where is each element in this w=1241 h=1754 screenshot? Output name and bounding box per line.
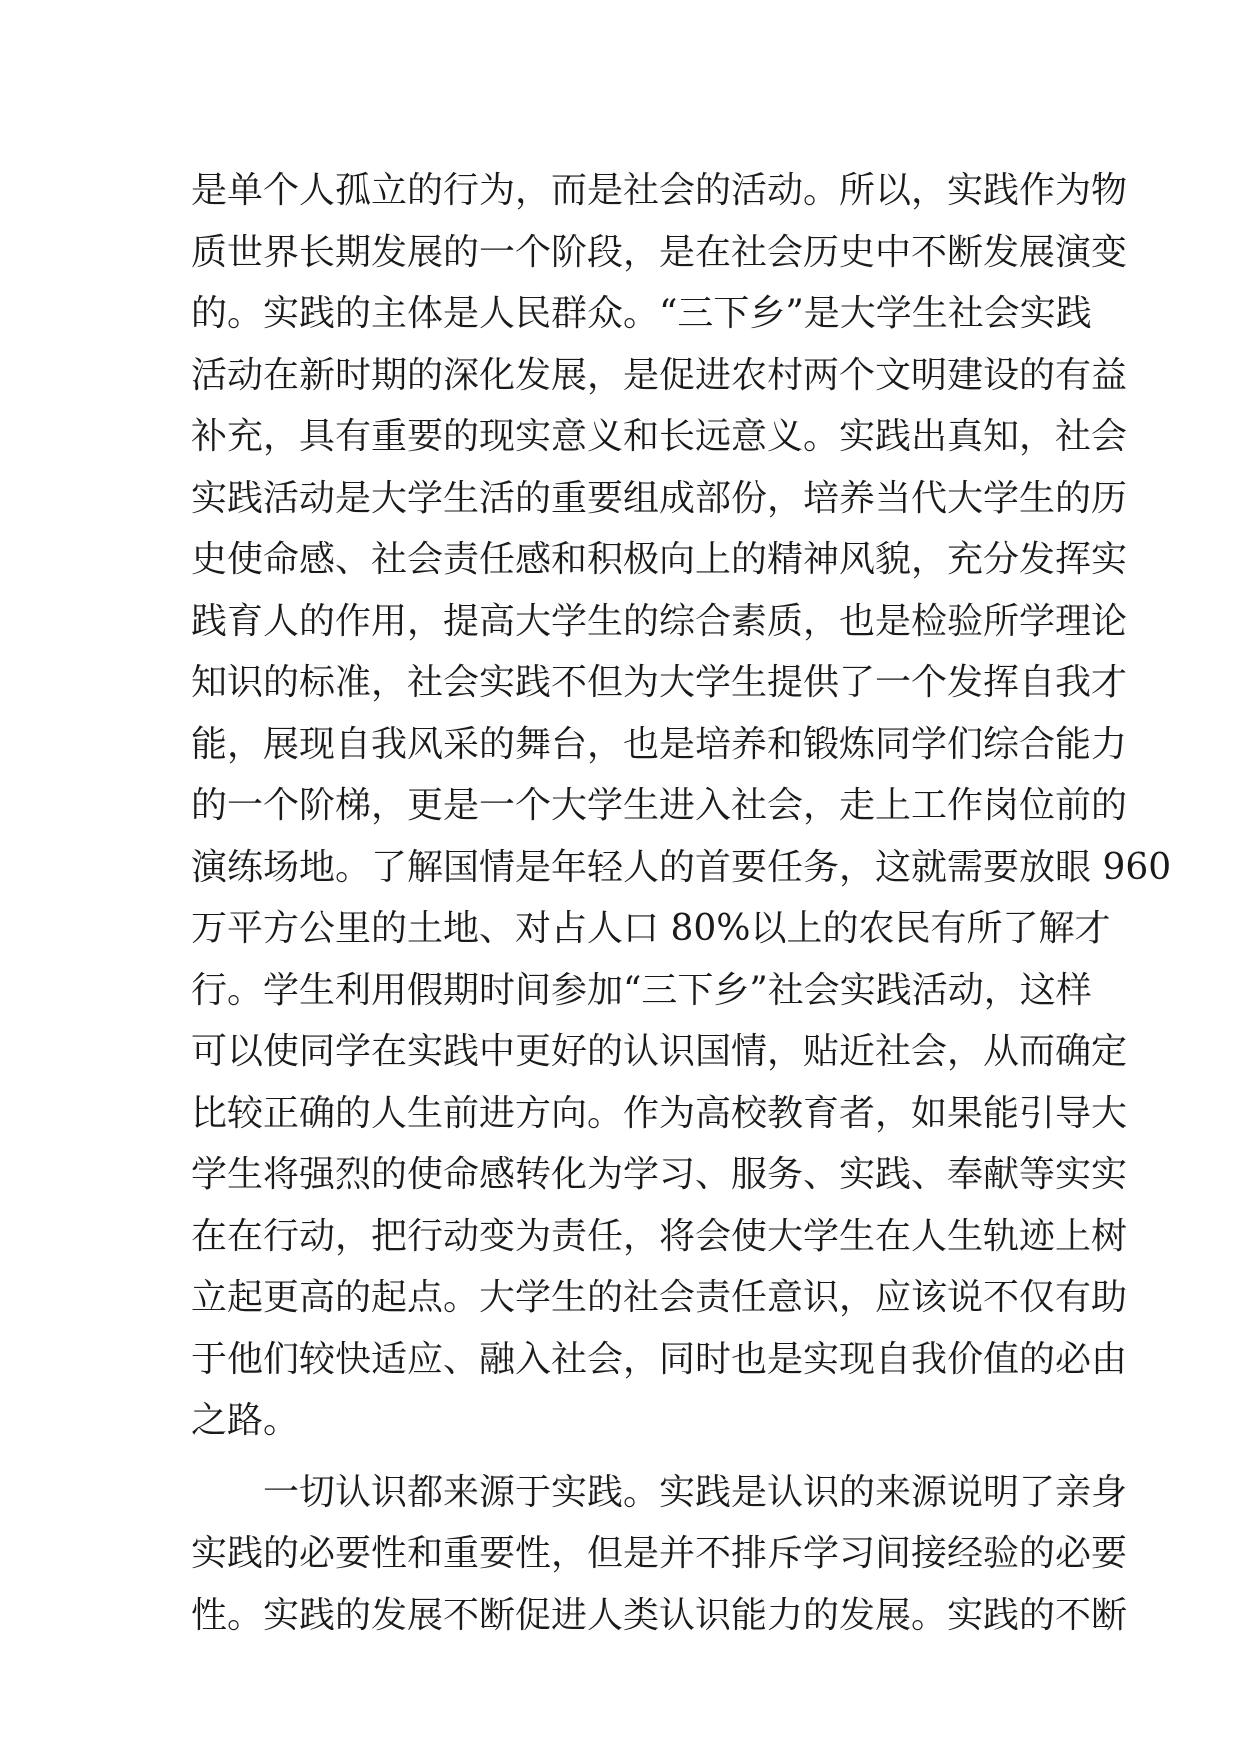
text-line: 补充，具有重要的现实意义和长远意义。实践出真知，社会 — [191, 416, 1128, 457]
text-line: 比较正确的人生前进方向。作为高校教育者，如果能引导大 — [191, 1092, 1128, 1134]
text-line: 万平方公里的土地、对占人口 80%以上的农民有所了解才 — [191, 908, 1111, 949]
text-line: 的。实践的主体是人民群众。“三下乡”是大学生社会实践 — [191, 293, 1092, 334]
paragraph-gap — [191, 1452, 1051, 1462]
text-line: 可以使同学在实践中更好的认识国情，贴近社会，从而确定 — [191, 1031, 1128, 1072]
text-line: 是单个人孤立的行为，而是社会的活动。所以，实践作为物 — [191, 170, 1128, 211]
text-line: 史使命感、社会责任感和积极向上的精神风貌，充分发挥实 — [191, 539, 1128, 580]
text-line: 活动在新时期的深化发展，是促进农村两个文明建设的有益 — [191, 354, 1128, 396]
text-line: 之路。 — [191, 1400, 300, 1441]
paragraph-1 — [191, 160, 1172, 1452]
paragraph-2 — [191, 1462, 1128, 1647]
text-line: 演练场地。了解国情是年轻人的首要任务，这就需要放眼 960 — [191, 846, 1172, 888]
text-line: 实践的必要性和重要性，但是并不排斥学习间接经验的必要 — [191, 1533, 1128, 1574]
text-line: 质世界长期发展的一个阶段，是在社会历史中不断发展演变 — [191, 231, 1128, 273]
text-line: 实践活动是大学生活的重要组成部份，培养当代大学生的历 — [191, 477, 1128, 519]
document-body — [191, 160, 1172, 1646]
text-line: 于他们较快适应、融入社会，同时也是实现自我价值的必由 — [191, 1338, 1128, 1380]
text-line: 立起更高的起点。大学生的社会责任意识，应该说不仅有助 — [191, 1277, 1128, 1318]
text-line: 学生将强烈的使命感转化为学习、服务、实践、奉献等实实 — [191, 1154, 1128, 1195]
text-line: 践育人的作用，提高大学生的综合素质，也是检验所学理论 — [191, 600, 1128, 642]
text-line: 行。学生利用假期时间参加“三下乡”社会实践活动，这样 — [191, 969, 1092, 1011]
text-line: 在在行动，把行动变为责任，将会使大学生在人生轨迹上树 — [191, 1215, 1128, 1257]
text-line: 一切认识都来源于实践。实践是认识的来源说明了亲身 — [191, 1471, 1128, 1513]
text-line: 能，展现自我风采的舞台，也是培养和锻炼同学们综合能力 — [191, 723, 1128, 765]
text-line: 的一个阶梯，更是一个大学生进入社会，走上工作岗位前的 — [191, 785, 1128, 826]
text-line: 知识的标准，社会实践不但为大学生提供了一个发挥自我才 — [191, 662, 1128, 703]
text-line: 性。实践的发展不断促进人类认识能力的发展。实践的不断 — [191, 1594, 1128, 1636]
